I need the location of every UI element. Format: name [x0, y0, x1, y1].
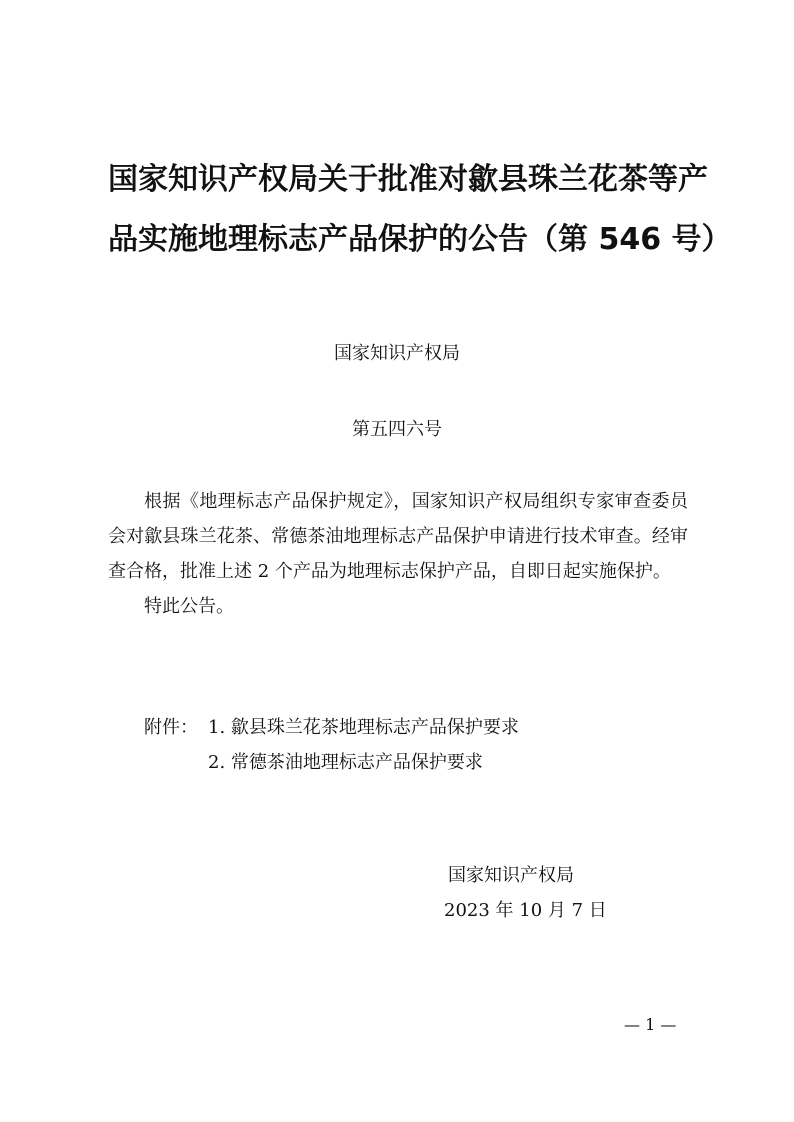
title-line-2: 品实施地理标志产品保护的公告（第 546 号）	[108, 222, 732, 257]
signature-organization: 国家知识产权局	[448, 865, 574, 886]
attachment-item	[144, 745, 519, 780]
page-number: — 1 —	[624, 1015, 677, 1034]
body-paragraph-1: 根据《地理标志产品保护规定》，国家知识产权局组织专家审查委员会对歙县珠兰花茶、常德茶油地理标志产品保护申请进行技术审查。经审查合格，批准上述 2 个产品为地理标志保护产品，自即日起实施保护。	[108, 491, 688, 582]
attachment-item-2: 2. 常德茶油地理标志产品保护要求	[208, 752, 483, 773]
announcement-number: 第五四六号	[352, 419, 442, 440]
document-title	[108, 150, 732, 270]
announcement-body	[108, 484, 688, 624]
signature-block	[444, 858, 607, 928]
title-line-1: 国家知识产权局关于批准对歙县珠兰花茶等产	[108, 162, 708, 197]
body-paragraph-2: 特此公告。	[144, 596, 234, 617]
signature-date: 2023 年 10 月 7 日	[444, 900, 607, 921]
issuer-name: 国家知识产权局	[334, 343, 460, 364]
attachments-label: 附件：	[144, 717, 198, 738]
attachment-item	[144, 710, 519, 745]
attachment-item-1: 1. 歙县珠兰花茶地理标志产品保护要求	[208, 717, 519, 738]
attachments-list	[144, 710, 519, 780]
